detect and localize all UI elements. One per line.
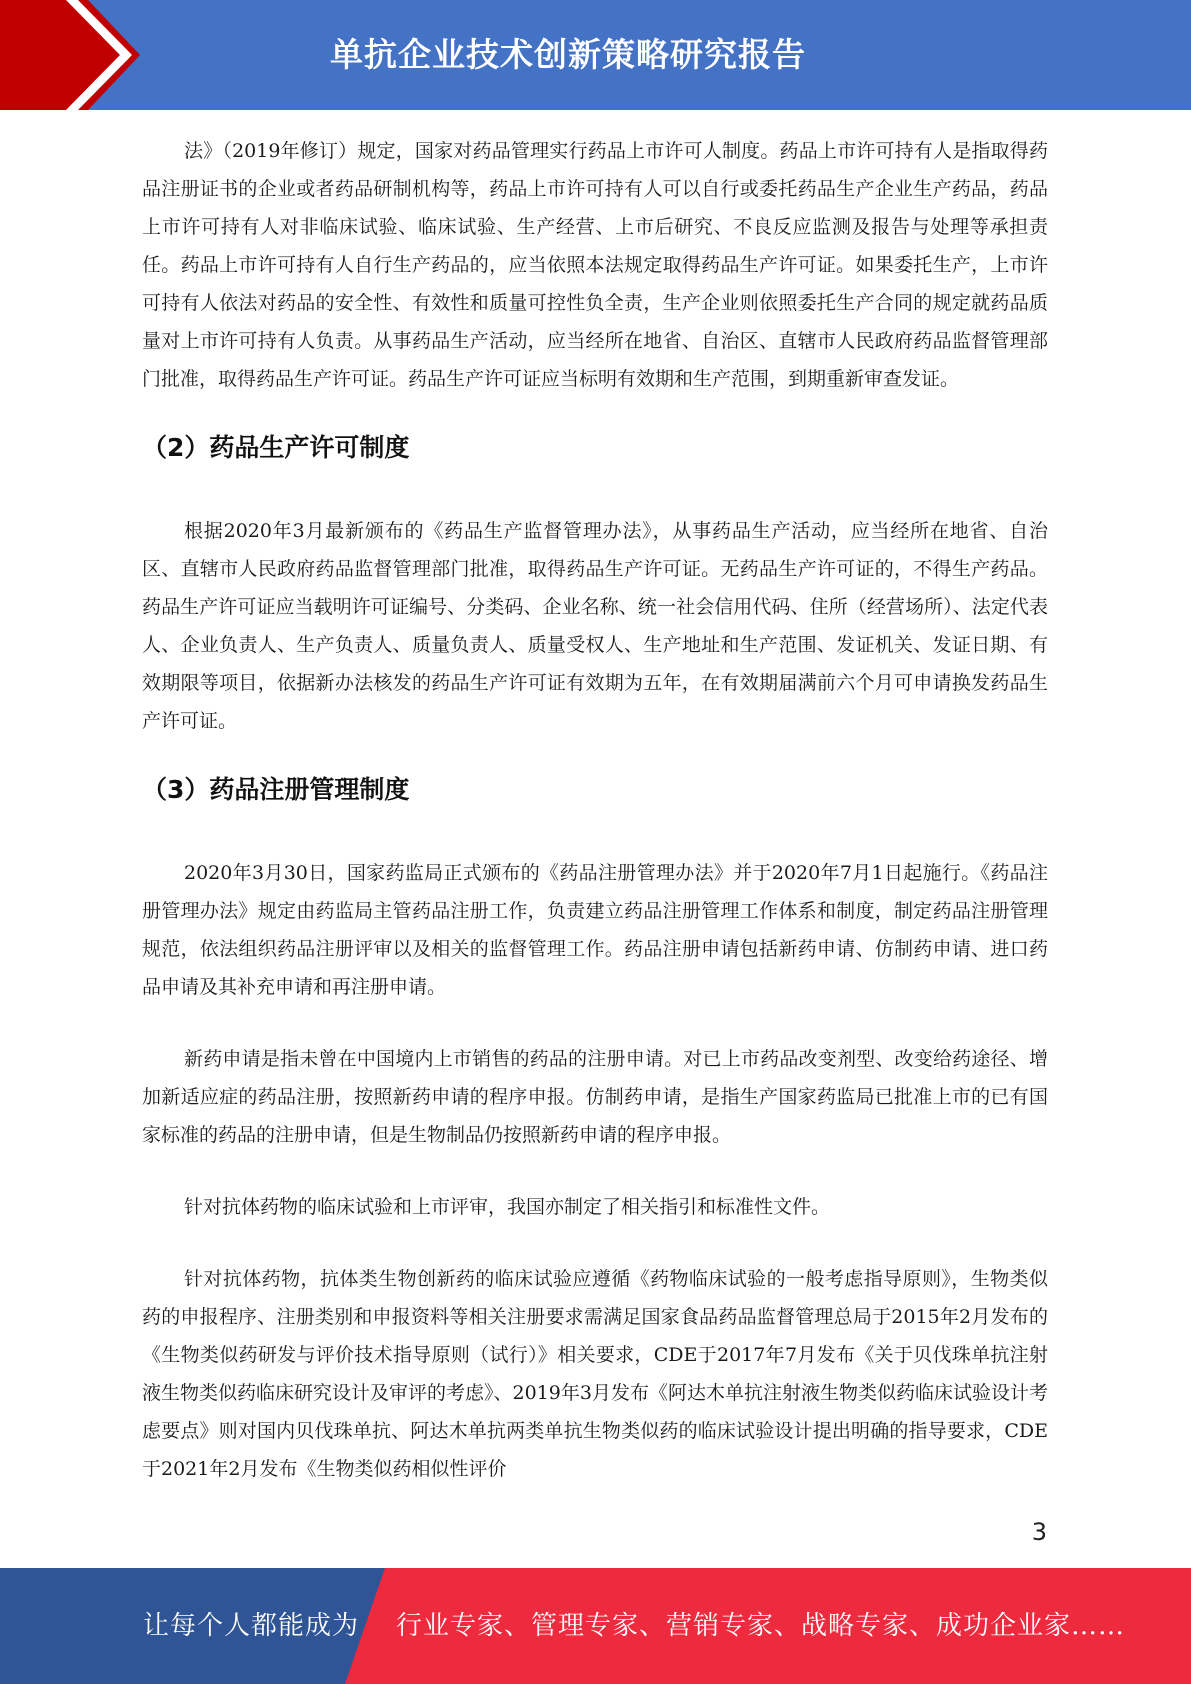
footer-slogan-left: 让每个人都能成为 (143, 1611, 360, 1641)
header-chevron-decoration (0, 0, 160, 110)
paragraph-registration-measures: 2020年3月30日，国家药监局正式颁布的《药品注册管理办法》并于2020年7月1日起施行。《药品注册管理办法》规定由药监局主管药品注册工作，负责建立药品注册管理工作体系和制度，制定药品注册管理规范，依法组织药品注册评审以及相关的监督管理工作。药品注册申请包括新药申请、仿制药申请、进口药品申请及其补充申请和再注册申请。 (142, 862, 1048, 998)
section-heading-production-license: （2）药品生产许可制度 (142, 433, 410, 462)
page-header (0, 0, 1191, 110)
footer-slogan-right: 行业专家、管理专家、营销专家、战略专家、成功企业家…… (396, 1611, 1126, 1641)
report-title: 单抗企业技术创新策略研究报告 (330, 35, 806, 74)
paragraph-production-license: 根据2020年3月最新颁布的《药品生产监督管理办法》，从事药品生产活动，应当经所在地省、自治区、直辖市人民政府药品监督管理部门批准，取得药品生产许可证。无药品生产许可证的，不得生产药品。药品生产许可证应当载明许可证编号、分类码、企业名称、统一社会信用代码、住所（经营场所）、法定代表人、企业负责人、生产负责人、质量负责人、质量受权人、生产地址和生产范围、发证机关、发证日期、有效期限等项目，依据新办法核发的药品生产许可证有效期为五年，在有效期届满前六个月可申请换发药品生产许可证。 (142, 520, 1048, 732)
page-footer (0, 1568, 1191, 1684)
paragraph-antibody-clinical-trials: 针对抗体药物，抗体类生物创新药的临床试验应遵循《药物临床试验的一般考虑指导原则》，生物类似药的申报程序、注册类别和申报资料等相关注册要求需满足国家食品药品监督管理总局于2015年2月发布的《生物类似药研发与评价技术指导原则（试行）》相关要求，CDE于2017年7月发布《关于贝伐珠单抗注射液生物类似药临床研究设计及审评的考虑》、2019年3月发布《阿达木单抗注射液生物类似药临床试验设计考虑要点》则对国内贝伐珠单抗、阿达木单抗两类单抗生物类似药的临床试验设计提出明确的指导要求，CDE于2021年2月发布《生物类似药相似性评价 (142, 1268, 1048, 1480)
section-heading-registration: （3）药品注册管理制度 (142, 775, 410, 804)
paragraph-marketing-authorization: 法》（2019年修订）规定，国家对药品管理实行药品上市许可人制度。药品上市许可持有人是指取得药品注册证书的企业或者药品研制机构等，药品上市许可持有人可以自行或委托药品生产企业生产药品，药品上市许可持有人对非临床试验、临床试验、生产经营、上市后研究、不良反应监测及报告与处理等承担责任。药品上市许可持有人自行生产药品的，应当依照本法规定取得药品生产许可证。如果委托生产，上市许可持有人依法对药品的安全性、有效性和质量可控性负全责，生产企业则依照委托生产合同的规定就药品质量对上市许可持有人负责。从事药品生产活动，应当经所在地省、自治区、直辖市人民政府药品监督管理部门批准，取得药品生产许可证。药品生产许可证应当标明有效期和生产范围，到期重新审查发证。 (142, 140, 1048, 390)
paragraph-antibody-guidance-intro: 针对抗体药物的临床试验和上市评审，我国亦制定了相关指引和标准性文件。 (184, 1196, 831, 1218)
paragraph-new-drug-application: 新药申请是指未曾在中国境内上市销售的药品的注册申请。对已上市药品改变剂型、改变给药途径、增加新适应症的药品注册，按照新药申请的程序申报。仿制药申请，是指生产国家药监局已批准上市的已有国家标准的药品的注册申请，但是生物制品仍按照新药申请的程序申报。 (142, 1048, 1048, 1146)
document-body (142, 132, 1048, 1488)
page-number: 3 (1031, 1518, 1047, 1546)
